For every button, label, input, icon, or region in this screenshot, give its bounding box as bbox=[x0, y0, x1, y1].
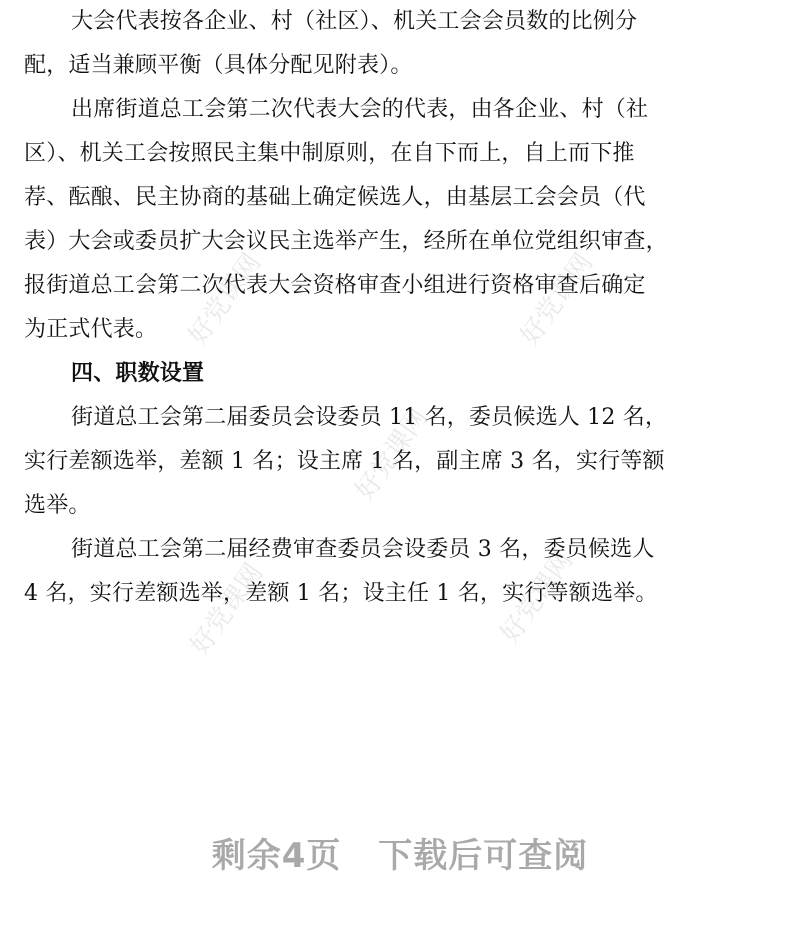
remaining-pages-label: 剩余4页 bbox=[211, 836, 342, 876]
paragraph-line: 为正式代表。 bbox=[24, 317, 158, 342]
paragraph-line: 配，适当兼顾平衡（具体分配见附表）。 bbox=[24, 53, 413, 78]
paragraph-line: 报街道总工会第二次代表大会资格审查小组进行资格审查后确定 bbox=[24, 273, 646, 298]
paragraph-line: 出席街道总工会第二次代表大会的代表，由各企业、村（社 bbox=[71, 97, 649, 122]
paragraph-line: 实行差额选举，差额 1 名；设主席 1 名，副主席 3 名，实行等额 bbox=[24, 449, 665, 474]
paragraph-line: 4 名，实行差额选举，差额 1 名；设主任 1 名，实行等额选举。 bbox=[24, 581, 658, 606]
watermark: 好党课网 bbox=[184, 558, 270, 661]
paragraph-line: 荐、酝酿、民主协商的基础上确定候选人，由基层工会会员（代 bbox=[24, 185, 646, 210]
paragraph-line: 街道总工会第二届委员会设委员 11 名，委员候选人 12 名， bbox=[71, 405, 668, 430]
watermark: 好党课网 bbox=[494, 546, 580, 649]
watermark: 好党课网 bbox=[182, 248, 268, 351]
paragraph-line: 表）大会或委员扩大会议民主选举产生，经所在单位党组织审查， bbox=[24, 229, 668, 254]
download-prompt-banner[interactable] bbox=[0, 828, 800, 877]
paragraph-line: 区）、机关工会按照民主集中制原则，在自下而上，自上而下推 bbox=[24, 141, 635, 166]
paragraph-line: 大会代表按各企业、村（社区）、机关工会会员数的比例分 bbox=[71, 9, 638, 34]
download-to-view-link[interactable]: 下载后可查阅 bbox=[378, 836, 589, 876]
watermark: 好党课网 bbox=[349, 403, 435, 506]
paragraph-line: 街道总工会第二届经费审查委员会设委员 3 名，委员候选人 bbox=[71, 537, 655, 562]
paragraph-line: 选举。 bbox=[24, 493, 91, 518]
watermark: 好党课网 bbox=[514, 248, 600, 351]
section-heading: 四、职数设置 bbox=[71, 361, 205, 386]
